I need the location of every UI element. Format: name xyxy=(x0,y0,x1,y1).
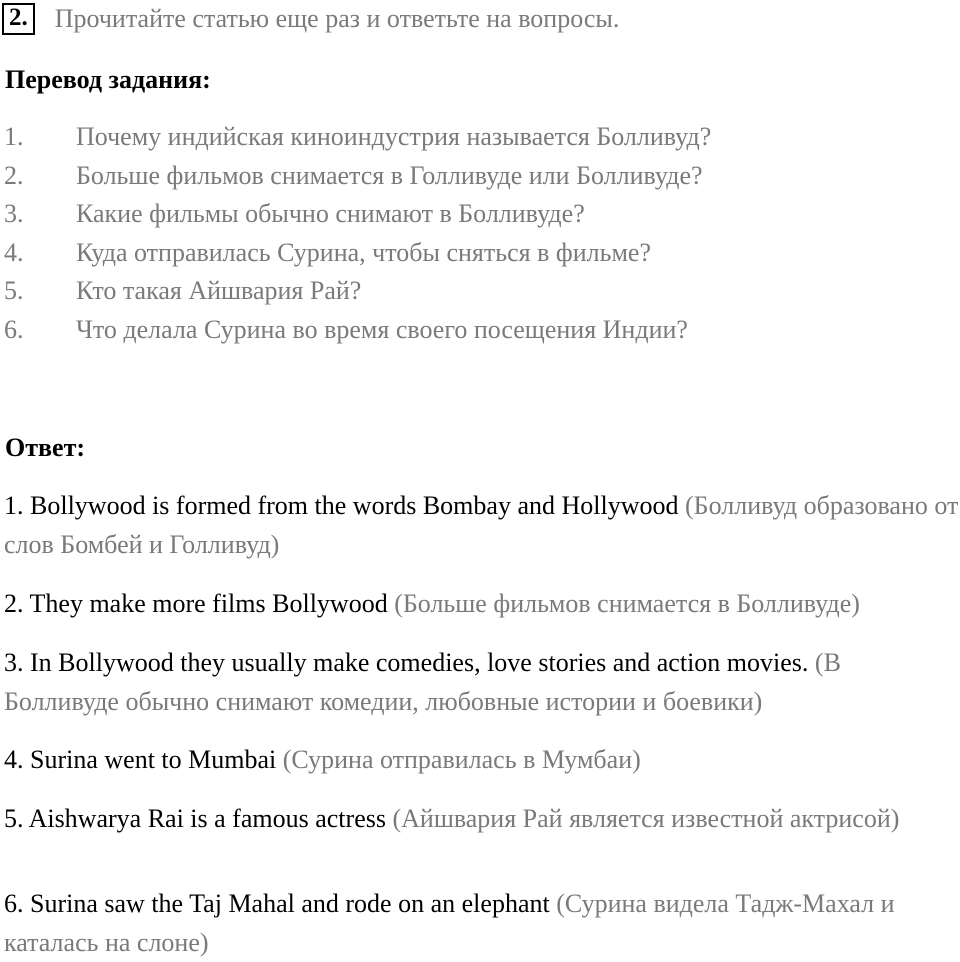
question-number: 5. xyxy=(4,276,24,306)
answer-english: 2. They make more films Bollywood xyxy=(4,589,388,618)
question-number: 4. xyxy=(4,237,24,267)
answer-translation: (Айшвария Рай является известной актрисой) xyxy=(392,804,900,833)
question-item xyxy=(4,118,711,157)
task-number-badge: 2. xyxy=(2,3,35,35)
question-number: 3. xyxy=(4,199,24,229)
answer-english: 6. Surina saw the Taj Mahal and rode on an elephant xyxy=(4,889,550,918)
question-list xyxy=(4,118,711,350)
answer-item xyxy=(4,799,960,838)
question-text: Почему индийская киноиндустрия называется Болливуд? xyxy=(76,122,712,151)
answer-english: 3. In Bollywood they usually make comedies, love stories and action movies. xyxy=(4,648,809,677)
question-number: 2. xyxy=(4,160,24,190)
question-item xyxy=(4,234,711,273)
answer-translation: (Болливуд образовано от слов Бомбей и Голливуд) xyxy=(4,491,959,559)
answer-translation: (Сурина отправилась в Мумбаи) xyxy=(282,745,641,774)
answer-item xyxy=(4,643,960,721)
question-item xyxy=(4,311,711,350)
answer-item xyxy=(4,884,960,962)
question-item xyxy=(4,195,711,234)
question-number: 1. xyxy=(4,122,24,151)
answer-translation: (В Болливуде обычно снимают комедии, любовные истории и боевики) xyxy=(4,648,841,716)
question-text: Кто такая Айшвария Рай? xyxy=(76,276,362,306)
answer-item xyxy=(4,584,960,623)
answer-translation: (Больше фильмов снимается в Болливуде) xyxy=(394,589,860,618)
question-text: Больше фильмов снимается в Голливуде или Болливуде? xyxy=(76,160,703,190)
task-header xyxy=(2,2,619,36)
question-text: Куда отправилась Сурина, чтобы сняться в фильме? xyxy=(76,237,651,267)
question-item xyxy=(4,272,711,311)
answer-english: 4. Surina went to Mumbai xyxy=(4,745,277,774)
question-text: Какие фильмы обычно снимают в Болливуде? xyxy=(76,199,585,229)
answer-item xyxy=(4,486,960,564)
task-instruction: Прочитайте статью еще раз и ответьте на вопросы. xyxy=(54,4,620,33)
answer-english: 5. Aishwarya Rai is a famous actress xyxy=(4,804,386,833)
translation-heading: Перевод задания: xyxy=(5,65,211,94)
answer-english: 1. Bollywood is formed from the words Bombay and Hollywood xyxy=(4,491,679,520)
question-number: 6. xyxy=(4,314,24,344)
question-item xyxy=(4,157,711,196)
question-text: Что делала Сурина во время своего посещения Индии? xyxy=(76,314,688,344)
answer-translation: (Сурина видела Тадж-Махал и каталась на слоне) xyxy=(4,889,895,957)
answer-item xyxy=(4,740,960,779)
answer-heading: Ответ: xyxy=(5,433,86,462)
